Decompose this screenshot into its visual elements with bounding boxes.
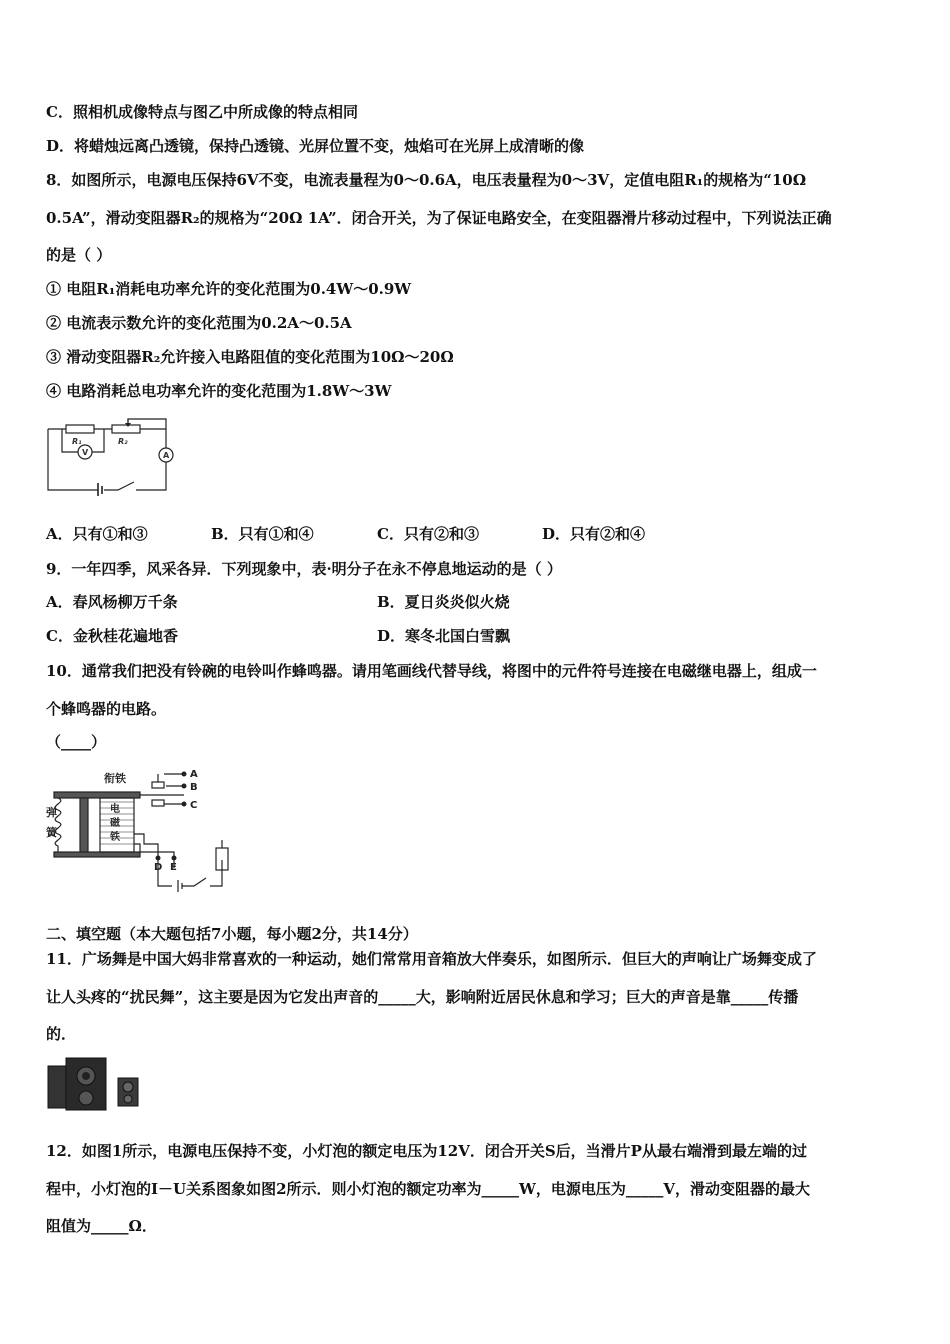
terminal-b-label: B [190,782,198,793]
q9-option-b: B．夏日炎炎似火烧 [377,593,510,611]
terminal-c-label: C [190,800,198,811]
q8-statement-2: ② 电流表示数允许的变化范围为0.2A～0.5A [46,314,352,332]
ammeter-label: A [163,451,170,460]
core-label-2: 磁 [110,818,120,829]
q8-option-d: D．只有②和④ [542,525,646,543]
core-label-3: 铁 [110,832,120,843]
r2-label: R₂ [118,437,128,446]
terminal-e-label: E [170,862,177,873]
armature-label: 衔铁 [104,772,126,785]
spring-label-1: 弹 [46,806,57,819]
terminal-d-label: D [154,862,163,873]
q10-stem-line1: 10．通常我们把没有铃碗的电铃叫作蜂鸣器。请用笔画线代替导线，将图中的元件符号连接在电磁继电器上，组成一 [46,662,817,680]
q9-option-d: D．寒冬北国白雪飘 [377,627,511,645]
q8-statement-1: ① 电阻R₁消耗电功率允许的变化范围为0.4W～0.9W [46,280,412,298]
q11-stem-line2: 让人头疼的“扰民舞”，这主要是因为它发出声音的_____大，影响附近居民休息和学习；巨大的声音是靠_____传播 [46,988,799,1006]
q12-stem-line3: 阻值为_____Ω． [46,1217,157,1235]
q8-statement-3: ③ 滑动变阻器R₂允许接入电路阻值的变化范围为10Ω～20Ω [46,348,454,366]
core-label-1: 电 [110,804,120,815]
section-2-heading: 二、填空题（本大题包括7小题，每小题2分，共14分） [46,925,418,943]
q10-stem-line2: 个蜂鸣器的电路。 [46,700,167,718]
q9-option-a: A．春风杨柳万千条 [46,593,178,611]
q11-stem-line3: 的． [46,1025,77,1043]
q8-stem-line2: 0.5A”，滑动变阻器R₂的规格为“20Ω 1A”．闭合开关，为了保证电路安全，在变阻器滑片移动过程中，下列说法正确 [46,209,832,227]
terminal-a-label: A [190,769,198,780]
q10-relay-diagram [44,764,234,900]
q8-option-a: A．只有①和③ [46,525,148,543]
q8-stem-line1: 8．如图所示，电源电压保持6V不变，电流表量程为0～0.6A，电压表量程为0～3V，定值电阻R₁的规格为“10Ω [46,171,807,189]
q7-option-d: D．将蜡烛远离凸透镜，保持凸透镜、光屏位置不变，烛焰可在光屏上成清晰的像 [46,137,585,155]
r1-resistor [66,425,94,433]
q8-statement-4: ④ 电路消耗总电功率允许的变化范围为1.8W～3W [46,382,392,400]
q8-stem-line3: 的是（ ） [46,246,112,264]
q8-circuit-diagram [44,414,184,496]
q7-option-c: C．照相机成像特点与图乙中所成像的特点相同 [46,103,358,121]
r2-resistor [112,425,140,433]
q12-stem-line1: 12．如图1所示，电源电压保持不变，小灯泡的额定电压为12V．闭合开关S后，当滑片P从最右端滑到最左端的过 [46,1142,807,1160]
r1-label: R₁ [72,437,82,446]
q12-stem-line2: 程中，小灯泡的I－U关系图象如图2所示．则小灯泡的额定功率为_____W，电源电压为_____V，滑动变阻器的最大 [46,1180,811,1198]
armature-bar [54,792,140,798]
q9-stem: 9．一年四季，风采各异．下列现象中，表·明分子在永不停息地运动的是（ ） [46,560,562,578]
q11-stem-line1: 11．广场舞是中国大妈非常喜欢的一种运动，她们常常用音箱放大伴奏乐，如图所示．但巨大的声响让广场舞变成了 [46,950,817,968]
q10-answer-blank: （____） [46,733,107,751]
q8-option-c: C．只有②和③ [377,525,479,543]
spring-label-2: 簧 [46,826,57,839]
speaker-image [46,1056,142,1112]
voltmeter-label: V [82,448,89,457]
q9-option-c: C．金秋桂花遍地香 [46,627,178,645]
q8-option-b: B．只有①和④ [211,525,314,543]
